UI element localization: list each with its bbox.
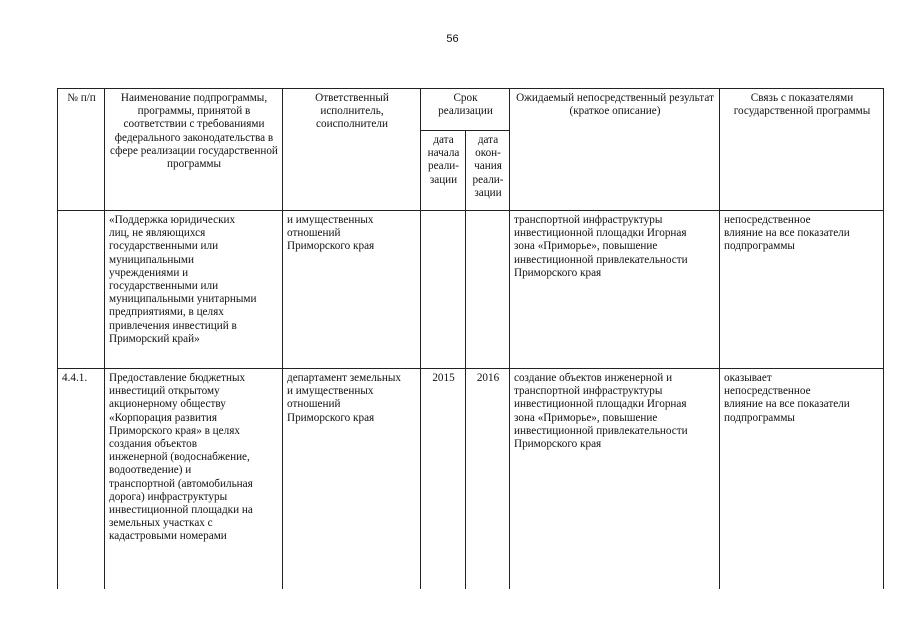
header-end-date: дата окон- чания реали- зации [466, 131, 510, 211]
row-result: создание объектов инженерной и транспортной инфраструктуры инвестиционной площадки Игорная зона «Приморье», повышение инвестиционной привлекательности Приморского края [510, 369, 720, 589]
page-number: 56 [446, 33, 459, 45]
row-responsible: департамент земельных и имущественных отношений Приморского края [283, 369, 421, 589]
header-name: Наименование подпрограммы, программы, принятой в соответствии с требованиями федерального законодательства в сфере реализации государственной программы [105, 89, 283, 211]
row-link: непосредственное влияние на все показатели подпрограммы [720, 211, 884, 369]
row-name: Предоставление бюджетных инвестиций открытому акционерному обществу «Корпорация развития Приморского края» в целях создания объектов инженерной (водоснабжение, водоотведение) и транспортной (автомобильная дорога) инфраструктуры инвестиционной площадки на земельных участках с кадастровыми номерами [105, 369, 283, 589]
row-start-date [421, 211, 466, 369]
header-responsible: Ответственный исполнитель, соисполнители [283, 89, 421, 211]
row-link: оказывает непосредственное влияние на все показатели подпрограммы [720, 369, 884, 589]
row-end-date: 2016 [466, 369, 510, 589]
table-row [58, 211, 884, 369]
row-end-date [466, 211, 510, 369]
header-term: Срок реализации [421, 89, 510, 131]
header-num: № п/п [58, 89, 105, 211]
row-responsible: и имущественных отношений Приморского края [283, 211, 421, 369]
table-row [58, 369, 884, 589]
program-table [57, 88, 884, 589]
row-start-date: 2015 [421, 369, 466, 589]
header-link: Связь с показателями государственной программы [720, 89, 884, 211]
row-name: «Поддержка юридических лиц, не являющихся государственными или муниципальными учреждениями и государственными или муниципальными унитарными предприятиями, в целях привлечения инвестиций в Приморский край» [105, 211, 283, 369]
row-result: транспортной инфраструктуры инвестиционной площадки Игорная зона «Приморье», повышение инвестиционной привлекательности Приморского края [510, 211, 720, 369]
header-start-date: дата начала реали- зации [421, 131, 466, 211]
row-num [58, 211, 105, 369]
row-num: 4.4.1. [58, 369, 105, 589]
header-result: Ожидаемый непосредственный результат (краткое описание) [510, 89, 720, 211]
